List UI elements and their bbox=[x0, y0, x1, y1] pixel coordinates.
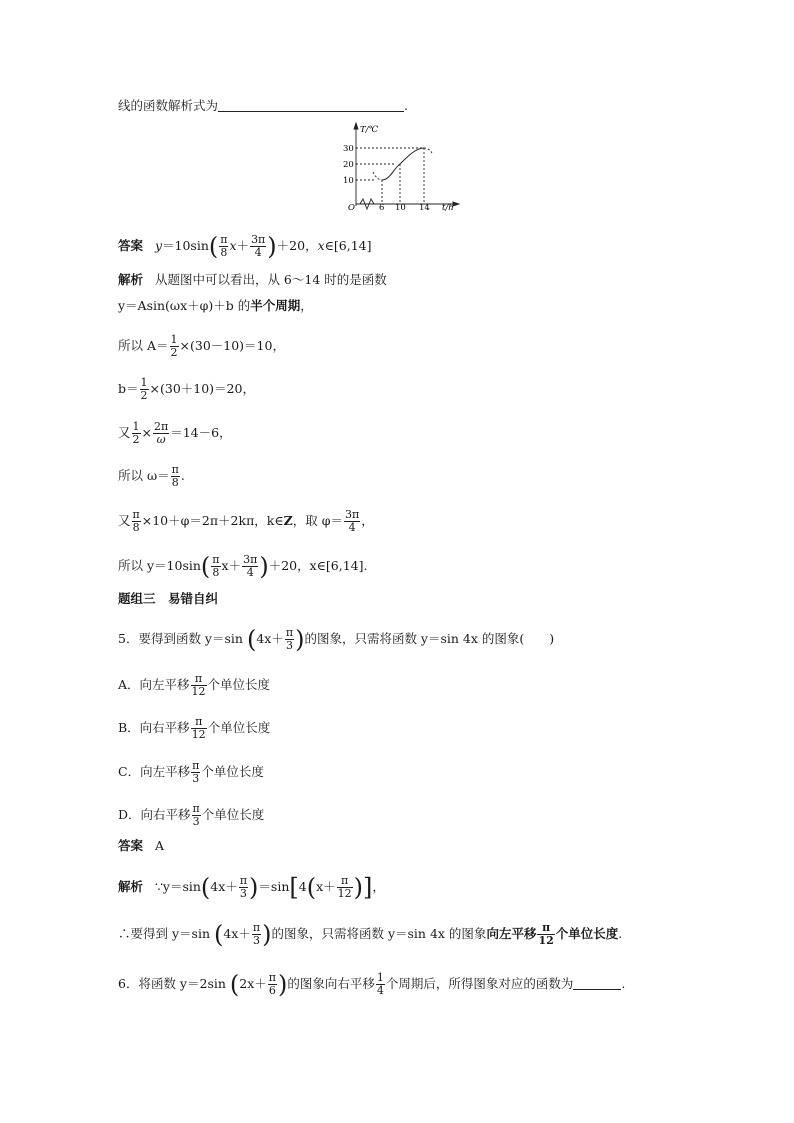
solution-line-4: b＝ $\frac{1}{2}$ ×(30＋10)＝20， bbox=[118, 376, 255, 402]
origin-label: O bbox=[348, 203, 355, 212]
fraction: $\frac{2\pi}{\omega}$ bbox=[154, 420, 169, 446]
fraction: $\frac{\pi}{8}$ bbox=[212, 553, 220, 579]
fraction: $\frac{\pi}{12}$ bbox=[191, 715, 206, 741]
solution-5-line-2: ∴要得到 y＝sin (4x＋ $\frac{\pi}{3}$ )的图象，只需将函数 y＝sin 4x 的图象向左平移 $\frac{\pi}{12}$ 个单位长度. bbox=[118, 920, 623, 949]
solution-line-1: 解析 从题图中可以看出，从 6～14 时的是函数 bbox=[118, 272, 387, 287]
curve-dashed-left bbox=[373, 172, 382, 180]
fraction: $\frac{\pi}{12}$ bbox=[191, 672, 206, 698]
intro-line: 线的函数解析式为 . bbox=[118, 98, 408, 113]
solution-line-6: 所以 ω＝ $\frac{\pi}{8}$ . bbox=[118, 463, 185, 489]
section-heading: 题组三 易错自纠 bbox=[118, 591, 219, 606]
y-tick-10: 10 bbox=[343, 176, 354, 186]
fraction: $\frac{\pi}{6}$ bbox=[268, 971, 277, 997]
option-b: B．向右平移 $\frac{\pi}{12}$ 个单位长度 bbox=[118, 715, 271, 741]
answer-line-5: 答案 A bbox=[118, 838, 164, 853]
fraction: $\frac{1}{2}$ bbox=[140, 376, 148, 402]
fraction: $\frac{\pi}{12}$ bbox=[337, 874, 352, 900]
solution-line-5: 又 $\frac{1}{2}$ × $\frac{2\pi}{\omega}$ ＝14－6， bbox=[118, 420, 232, 446]
question-5: 5．要得到函数 y＝sin (4x＋ $\frac{\pi}{3}$ )的图象，只需将函数 y＝sin 4x 的图象( ) bbox=[118, 625, 555, 654]
answer-blank bbox=[218, 111, 404, 112]
curve-dashed-right bbox=[424, 148, 432, 153]
answer-blank-6 bbox=[573, 989, 621, 990]
x-tick-10: 10 bbox=[395, 203, 406, 212]
fraction: $\frac{1}{2}$ bbox=[170, 333, 178, 359]
option-c: C．向左平移 $\frac{\pi}{3}$ 个单位长度 bbox=[118, 759, 264, 785]
fraction: $\frac{\pi}{3}$ bbox=[192, 802, 200, 828]
solution-line-8: 所以 y＝10sin( $\frac{\pi}{8}$ x＋ $\frac{3\pi}{4}$ )＋20，x∈[6,14]. bbox=[118, 552, 368, 581]
fraction: $\frac{\pi}{3}$ bbox=[239, 874, 248, 900]
fraction: $\frac{1}{4}$ bbox=[376, 971, 384, 997]
y-axis-label: T/℃ bbox=[360, 125, 379, 135]
fraction: $\frac{3\pi}{4}$ bbox=[243, 553, 258, 579]
option-a: A．向左平移 $\frac{\pi}{12}$ 个单位长度 bbox=[118, 672, 271, 698]
fraction: $\frac{\pi}{3}$ bbox=[285, 626, 294, 652]
solution-line-3: 所以 A＝ $\frac{1}{2}$ ×(30－10)＝10， bbox=[118, 333, 285, 359]
fraction: $\frac{\pi}{12}$ bbox=[538, 921, 554, 947]
fraction: $\frac{\pi}{8}$ bbox=[132, 508, 140, 534]
fraction: $\frac{\pi}{3}$ bbox=[252, 921, 261, 947]
fraction: $\frac{\pi}{3}$ bbox=[192, 759, 200, 785]
x-tick-14: 14 bbox=[419, 203, 430, 212]
fraction: $\frac{3\pi}{4}$ bbox=[344, 508, 360, 534]
fraction: $\frac{3\pi}{4}$ bbox=[251, 233, 266, 259]
y-axis-arrow bbox=[354, 123, 358, 129]
x-axis-arrow bbox=[453, 202, 459, 206]
fraction: $\frac{\pi}{8}$ bbox=[220, 233, 228, 259]
y-tick-20: 20 bbox=[343, 160, 354, 170]
y-tick-30: 30 bbox=[343, 144, 354, 154]
x-axis-label: t/h bbox=[442, 203, 454, 212]
temperature-graph bbox=[330, 120, 465, 212]
fraction: $\frac{\pi}{8}$ bbox=[171, 463, 179, 489]
solution-5-line-1: 解析 ∵y＝sin(4x＋ $\frac{\pi}{3}$ )＝sin[4(x＋ $\frac{\pi}{12}$ )]， bbox=[118, 873, 385, 902]
solution-line-2: y＝Asin(ωx＋φ)＋b 的半个周期， bbox=[118, 298, 313, 313]
x-tick-6: 6 bbox=[379, 203, 385, 212]
solution-line-7: 又 $\frac{\pi}{8}$ ×10＋φ＝2π＋2kπ，k∈Z，取 φ＝ $\frac{3\pi}{4}$ ， bbox=[118, 508, 374, 534]
answer-line-4: 答案 y＝10sin( $\frac{\pi}{8}$ x＋ $\frac{3\pi}{4}$ )＋20，x∈[6,14] bbox=[118, 232, 372, 261]
question-6: 6．将函数 y＝2sin (2x＋ $\frac{\pi}{6}$ )的图象向右平移 $\frac{1}{4}$ 个周期后，所得图象对应的函数为 . bbox=[118, 970, 626, 999]
option-d: D．向右平移 $\frac{\pi}{3}$ 个单位长度 bbox=[118, 802, 265, 828]
fraction: $\frac{1}{2}$ bbox=[132, 420, 140, 446]
